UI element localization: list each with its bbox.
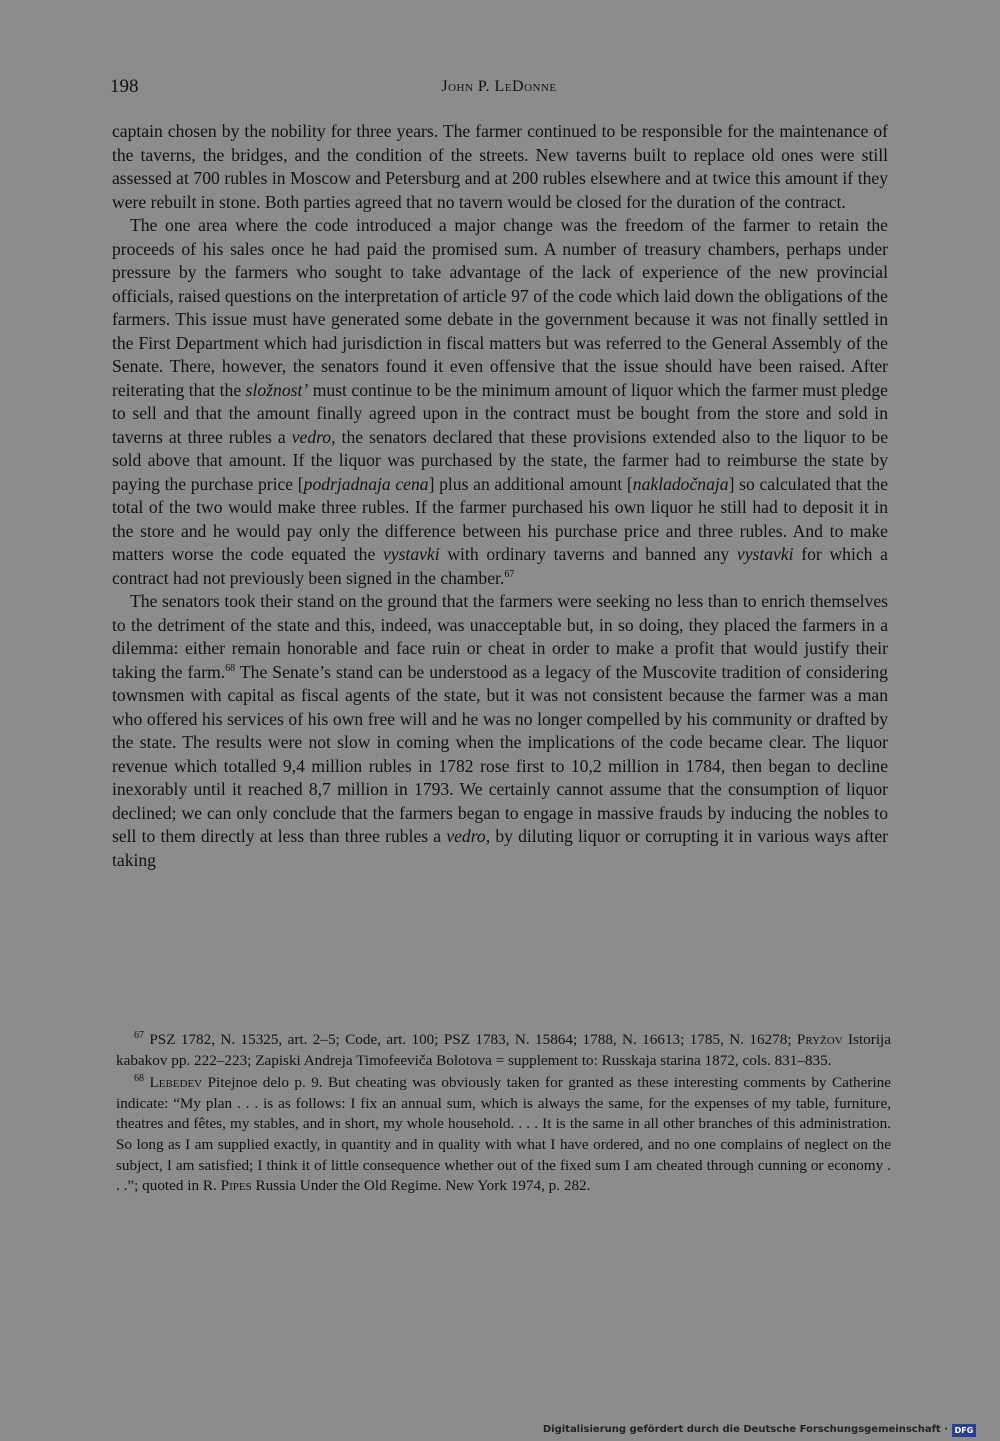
italic-term: složnost’ — [245, 379, 309, 400]
page-number: 198 — [110, 76, 139, 97]
italic-term: vedro, — [291, 426, 336, 447]
italic-term: vystavki — [382, 544, 440, 564]
footnote-67: $^{67}$ PSZ 1782, N. 15325, art. 2–5; Code, art. 100; PSZ 1783, N. 15864; 1788, N. 16613; 1785, N. 16278; Pryžov Istorija kabakov pp. 222–223; Zapiski Andreja Timofeeviča Bolotova = supplement to: Russkaja starina 1872, cols. 831–835. — [116, 1029, 891, 1069]
italic-term: podrjadnaja cena — [303, 473, 429, 494]
italic-term: vystavki — [736, 544, 794, 564]
paragraph-1: captain chosen by the nobility for three years. The farmer continued to be responsible for the maintenance of the taverns, the bridges, and the condition of the streets. New taverns built to replace old ones were still assessed at 700 rubles in Moscow and Petersburg and at 200 rubles elsewhere and at twice this amount if they were rebuilt in stone. Both parties agreed that no tavern would be closed for the duration of the contract. — [112, 121, 888, 212]
footnotes — [116, 1030, 891, 1199]
footnote-ref: 67 — [504, 568, 515, 580]
running-head: John P. LeDonne — [441, 78, 557, 95]
footnote-68: $^{68}$ Lebedev Pitejnoe delo p. 9. But cheating was obviously taken for granted as these interesting comments by Catherine indicate: “My plan . . . is as follows: I fix an annual sum, which is always the same, for the expenses of my table, furniture, theatres and fêtes, my stables, and in short, my whole household. . . . It is the same in all other branches of this administration. So long as I am supplied exactly, in quantity and in quality with what I have ordered, and no one complains of neglect on the subject, I am satisfied; I think it of little consequence whether out of the fixed sum I am cheated through cunning or economy . . .”; quoted in R. Pipes Russia Under the Old Regime. New York 1974, p. 282. — [116, 1073, 891, 1195]
paragraph-3: The senators took their stand on the ground that the farmers were seeking no less than to enrich themselves to the detriment of the state and this, indeed, was unacceptable but, in so doing, they placed the farmers in a dilemma: either remain honorable and face ruin or cheat in order to make a profit that would justify their taking the farm.$^{68}$ The Senate’s stand can be understood as a legacy of the Muscovite tradition of considering townsmen with capital as fiscal agents of the state, but it was not consistent because the farmer was a man who offered his services of his own free will and he was no longer compelled by his community or drafted by the state. The results were not slow in coming when the implications of the code became clear. The liquor revenue which totalled 9,4 million rubles in 1782 rose first to 10,2 million in 1784, then began to decline inexorably until it reached 8,7 million in 1793. We certainly cannot assume that the consumption of liquor declined; we can only conclude that the farmers began to engage in massive frauds by inducing the nobles to sell to them directly at less than three rubles a vedro, by diluting liquor or corrupting it in various ways after taking — [112, 591, 888, 870]
digitization-credit: Digitalisierung gefördert durch die Deutsche Forschungsgemeinschaft · — [542, 1424, 948, 1435]
page-header — [110, 76, 888, 102]
italic-term: vedro, — [446, 826, 491, 846]
footnote-ref: 68 — [134, 1073, 144, 1085]
author-name: Lebedev — [149, 1074, 203, 1092]
footnote-ref: 68 — [225, 662, 236, 674]
dfg-logo: DFG — [952, 1424, 976, 1437]
footnote-ref: 67 — [134, 1029, 144, 1041]
body-text — [112, 120, 888, 872]
author-name: Pryžov — [796, 1031, 843, 1048]
italic-term: nakladočnaja — [632, 473, 729, 494]
paragraph-2: The one area where the code introduced a major change was the freedom of the farmer to retain the proceeds of his sales once he had paid the promised sum. A number of treasury chambers, perhaps under pressure by the farmers who sought to take advantage of the lack of experience of the new provincial officials, raised questions on the interpretation of article 97 of the code which laid down the obligations of the farmers. This issue must have generated some debate in the government because it was not finally settled in the First Department which had jurisdiction in fiscal matters but was referred to the General Assembly of the Senate. There, however, the senators found it even offensive that the issue should have been raised. After reiterating that the složnost’ must continue to be the minimum amount of liquor which the farmer must pledge to sell and that the amount finally agreed upon in the contract must be bought from the store and sold in taverns at three rubles a vedro, the senators declared that these provisions extended also to the liquor to be sold above that amount. If the liquor was purchased by the state, the farmer had to reimburse the state by paying the purchase price [podrjadnaja cena] plus an additional amount [nakladočnaja] so calculated that the total of the two would make three rubles. If the farmer purchased his own liquor he still had to deposit it in the store and he would pay only the difference between his purchase price and three rubles. And to make matters worse the code equated the vystavki with ordinary taverns and banned any vystavki for which a contract had not previously been signed in the chamber.$^{67}$ — [112, 215, 889, 588]
author-name: Pipes — [220, 1177, 252, 1195]
